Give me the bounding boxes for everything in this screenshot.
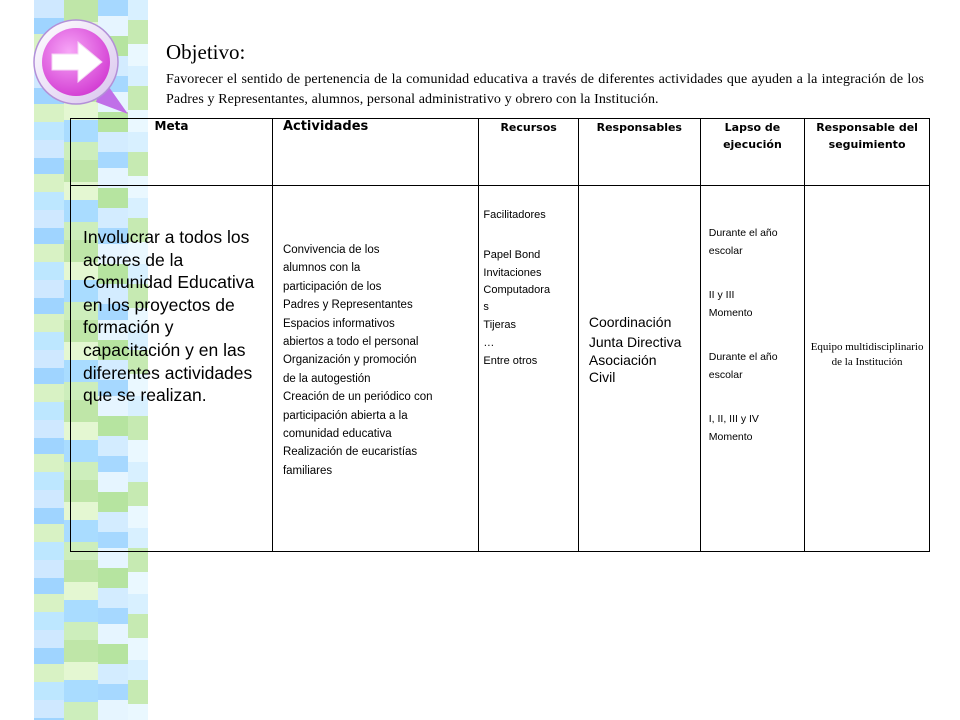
- list-item: II y III Momento: [708, 289, 753, 319]
- list-item: …: [483, 337, 495, 349]
- list-item: comunidad educativa: [282, 428, 392, 441]
- header-seguimiento: Responsable del seguimiento: [805, 119, 930, 186]
- list-item: Coordinación: [588, 314, 672, 330]
- list-item: Realización de eucaristías: [282, 446, 418, 459]
- header-recursos: Recursos: [479, 119, 578, 186]
- page-title: Objetivo:: [166, 40, 246, 64]
- list-item: Organización y promoción: [282, 354, 417, 367]
- objective-text: Favorecer el sentido de pertenencia de la comunidad educativa a través de diferentes actividades que ayuden a la integración de los Padres y Representantes, alumnos, personal administrativo y obrero con la Institución.: [166, 72, 924, 107]
- recursos-cell: [479, 186, 578, 552]
- list-item: Entre otros: [483, 355, 538, 367]
- list-item: Espacios informativos: [282, 317, 395, 330]
- list-item: Tijeras: [483, 319, 517, 331]
- list-item: participación de los: [282, 280, 382, 293]
- planning-table: [70, 118, 930, 552]
- list-item: de la autogestión: [282, 372, 371, 385]
- list-item: Padres y Representantes: [282, 299, 413, 312]
- meta-cell: Involucrar a todos los actores de la Comunidad Educativa en los proyectos de formación y capacitación y en las diferentes actividades que se realizan.: [71, 186, 273, 552]
- header-meta: Meta: [71, 119, 273, 186]
- lapso-cell: [700, 186, 804, 552]
- header-responsables: Responsables: [578, 119, 700, 186]
- list-item: familiares: [282, 464, 333, 477]
- table-row: [71, 186, 930, 552]
- list-item: Facilitadores: [483, 209, 546, 221]
- next-arrow-button[interactable]: [30, 18, 134, 122]
- list-item: Convivencia de los: [282, 244, 380, 256]
- list-item: Invitaciones: [483, 267, 542, 279]
- header-actividades: Actividades: [272, 119, 478, 186]
- list-item: Junta Directiva: [588, 334, 682, 350]
- list-item: abiertos a todo el personal: [282, 336, 419, 349]
- list-item: Papel Bond: [483, 249, 541, 261]
- list-item: Creación de un periódico con: [282, 391, 433, 404]
- actividades-cell: [272, 186, 478, 552]
- list-item: Asociación Civil: [588, 352, 657, 385]
- list-item: Durante el año escolar: [708, 351, 778, 381]
- seguimiento-cell: Equipo multidisciplinario de la Institución: [805, 186, 930, 552]
- table-header-row: [71, 119, 930, 186]
- right-arrow-icon: [30, 18, 134, 122]
- list-item: I, II, III y IV Momento: [708, 413, 759, 443]
- list-item: alumnos con la: [282, 262, 361, 275]
- responsables-cell: [578, 186, 700, 552]
- list-item: participación abierta a la: [282, 409, 408, 422]
- list-item: Computadora s: [483, 284, 551, 313]
- header-lapso: Lapso de ejecución: [700, 119, 804, 186]
- list-item: Durante el año escolar: [708, 227, 778, 257]
